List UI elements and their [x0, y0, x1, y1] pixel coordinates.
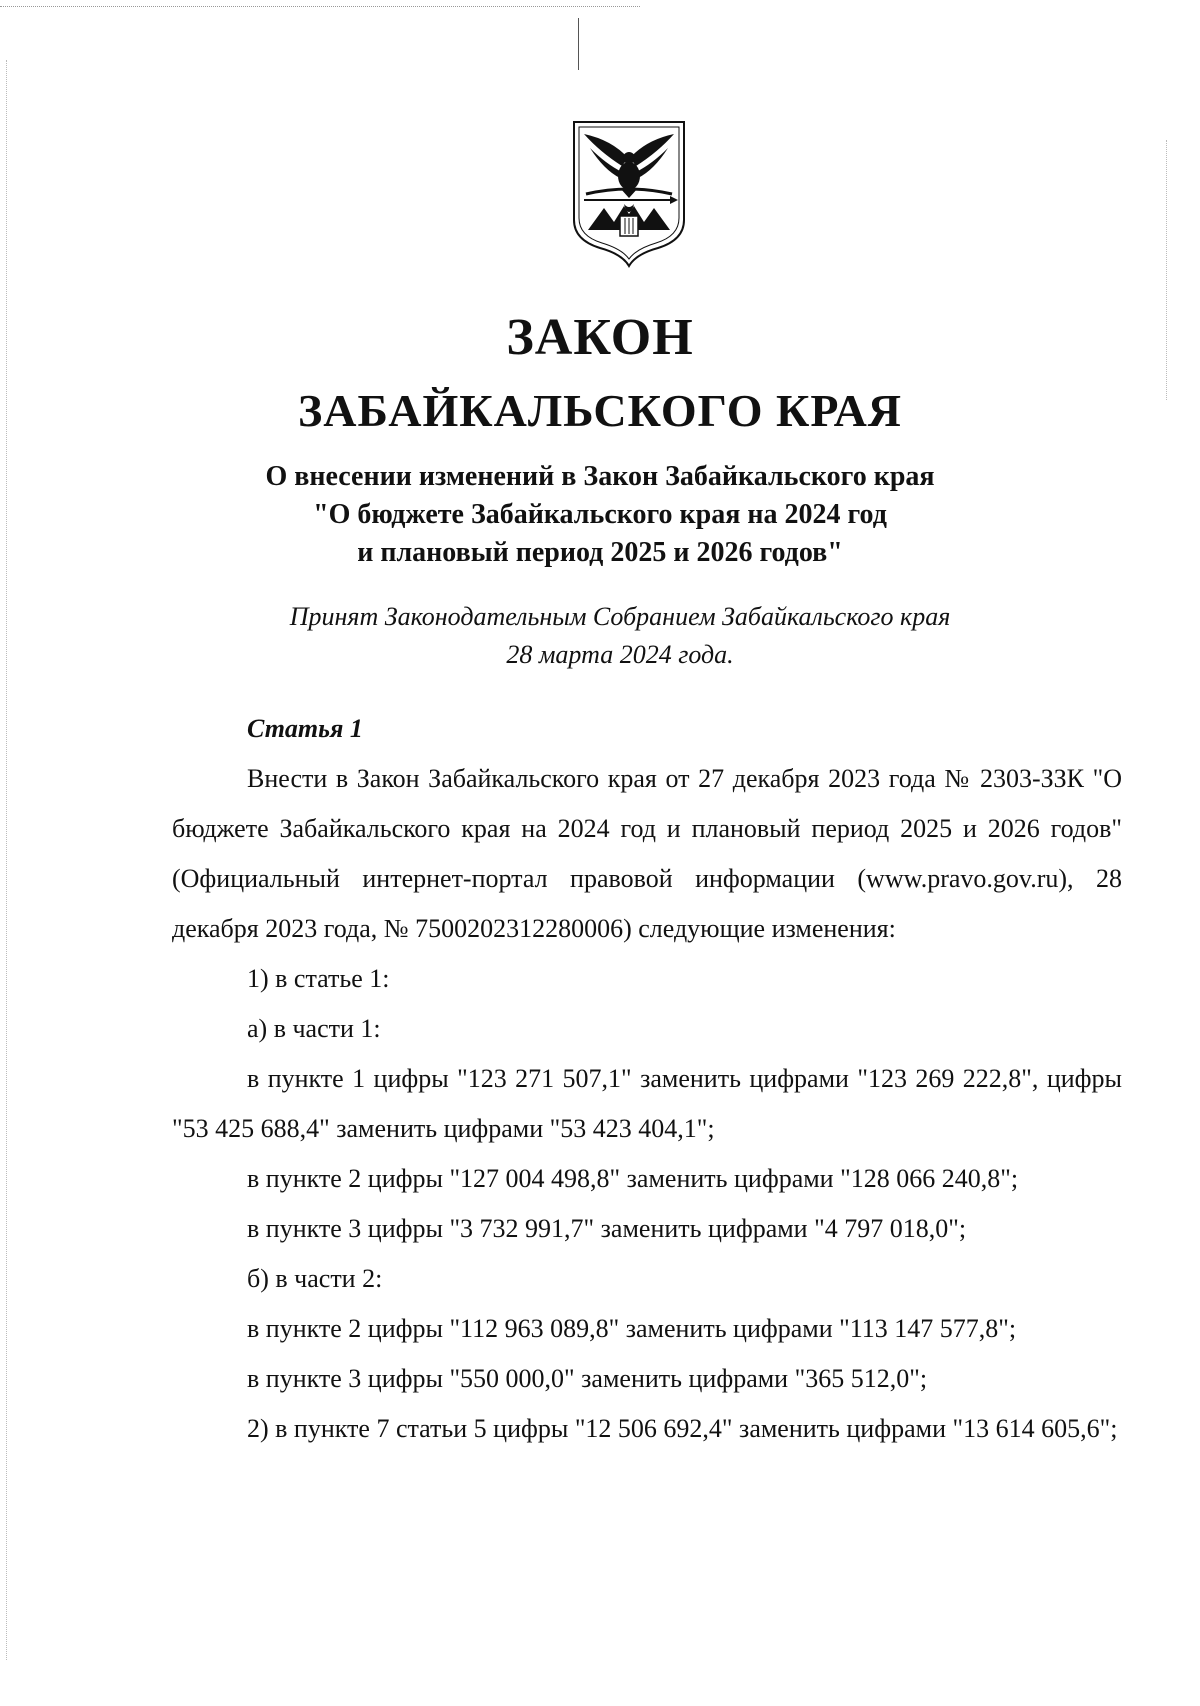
scan-artifact-left	[6, 60, 7, 1660]
paragraph: 2) в пункте 7 статьи 5 цифры "12 506 692,4" заменить цифрами "13 614 605,6";	[247, 1414, 1118, 1443]
issuing-region-title: ЗАБАЙКАЛЬСКОГО КРАЯ	[297, 385, 903, 436]
subject-line: О внесении изменений в Закон Забайкальского края	[265, 461, 935, 492]
subject-line: и плановый период 2025 и 2026 годов"	[357, 537, 843, 568]
paragraph: а) в части 1:	[247, 1014, 381, 1043]
paragraph: в пункте 3 цифры "550 000,0" заменить цифрами "365 512,0";	[247, 1364, 928, 1393]
scan-tick-mark	[578, 18, 579, 70]
adoption-date: 28 марта 2024 года.	[506, 640, 734, 669]
coat-of-arms-emblem	[570, 118, 688, 268]
paragraph: 1) в статье 1:	[247, 964, 390, 993]
subject-line: "О бюджете Забайкальского края на 2024 год	[313, 499, 887, 530]
paragraph: Внести в Закон Забайкальского края от 27 декабря 2023 года № 2303-ЗЗК "О бюджете Забайкальского края на 2024 год и плановый период 2025 и 2026 годов" (Официальный интернет-портал правовой информации (www.pravo.gov.ru), 28 декабря 2023 года, № 7500202312280006) следующие изменения:	[172, 764, 1122, 943]
adoption-note	[0, 598, 1200, 674]
document-type-title: ЗАКОН	[506, 309, 694, 366]
paragraph: в пункте 2 цифры "112 963 089,8" заменить цифрами "113 147 577,8";	[247, 1314, 1017, 1343]
law-body	[172, 704, 1122, 1454]
adoption-line: Принят Законодательным Собранием Забайкальского края	[289, 602, 951, 631]
scan-artifact-top	[0, 6, 640, 7]
law-subject-heading	[0, 458, 1200, 572]
paragraph: в пункте 1 цифры "123 271 507,1" заменить цифрами "123 269 222,8", цифры "53 425 688,4" заменить цифрами "53 423 404,1";	[172, 1064, 1122, 1143]
paragraph: в пункте 3 цифры "3 732 991,7" заменить цифрами "4 797 018,0";	[247, 1214, 967, 1243]
paragraph: б) в части 2:	[247, 1264, 383, 1293]
paragraph: в пункте 2 цифры "127 004 498,8" заменить цифрами "128 066 240,8";	[247, 1164, 1019, 1193]
article-title: Статья 1	[247, 714, 363, 743]
